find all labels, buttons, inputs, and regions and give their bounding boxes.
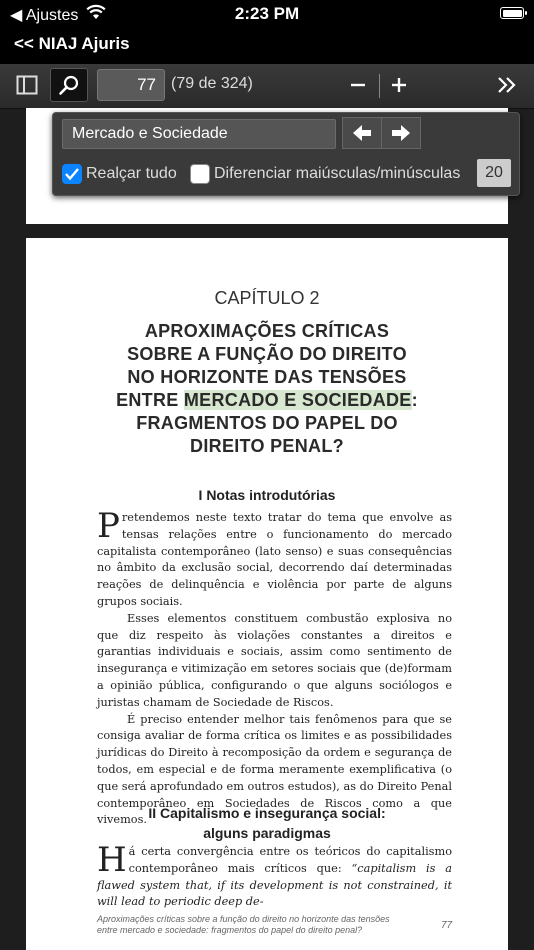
- body-text-1: Pretendemos neste texto tratar do tema que envolve as tensas relações entre o funcionamento do mercado capitalista contemporâneo (lato senso) e suas consequências no âmbito da exclusão social, decorrendo daí determinadas reações de delinquência e violência por parte de alguns grupos sociais. Esses elementos constituem combustão explosiva no que diz respeito às violações constantes a direitos e garantias individuais e sociais, assim como sentimento de insegurança e vitimização em setores sociais que (de)formam a opinião pública, configurando o que alguns sociólogos e juristas chamam de Sociedade de Riscos. É preciso entender melhor tais fenômenos para que se consiga avaliar de forma crítica os limites e as possibilidades jurídicas do Direito à recomposição da ordem e segurança de todos, em especial e de forma meramente exemplificativa (o que será aprofundado em outros estudos), as do Direito Penal contemporâneo em Sociedades de Riscos como a que vivemos.: [97, 506, 452, 827]
- reader-toolbar: [0, 64, 534, 109]
- zoom-in-button[interactable]: [380, 68, 418, 102]
- sidebar-toggle-icon: [16, 75, 38, 95]
- back-button[interactable]: << NIAJ Ajuris: [14, 34, 130, 53]
- document-page[interactable]: [26, 238, 508, 950]
- search-icon: [58, 74, 80, 96]
- checkmark-icon: [62, 164, 82, 184]
- sidebar-toggle-button[interactable]: [8, 68, 46, 102]
- case-sensitive-checkbox[interactable]: [190, 164, 210, 184]
- plus-icon: [391, 77, 407, 93]
- navigation-bar: [0, 28, 534, 64]
- next-match-button[interactable]: [381, 117, 421, 149]
- highlight-all-label: Realçar tudo: [86, 165, 177, 182]
- status-bar: [0, 0, 534, 28]
- chapter-heading: CAPÍTULO 2: [214, 288, 320, 308]
- match-count-badge: 20: [477, 159, 511, 187]
- arrow-left-icon: [352, 124, 372, 142]
- chapter-title: APROXIMAÇÕES CRÍTICAS SOBRE A FUNÇÃO DO DIREITO NO HORIZONTE DAS TENSÕES ENTRE MERCADO E SOCIEDADE: FRAGMENTOS DO PAPEL DO DIREITO PENAL?: [116, 321, 418, 456]
- drop-cap: H: [97, 840, 127, 880]
- minus-icon: [350, 77, 366, 93]
- search-highlight: MERCADO E SOCIEDADE: [183, 390, 412, 410]
- drop-cap: P: [97, 506, 120, 546]
- section-heading-1: I Notas introdutórias: [198, 487, 336, 503]
- more-button[interactable]: [488, 68, 526, 102]
- page-number: 77: [441, 920, 453, 931]
- back-to-app-link[interactable]: ◀ Ajustes: [10, 7, 79, 24]
- arrow-right-icon: [391, 124, 411, 142]
- battery-icon: [500, 7, 524, 19]
- search-input[interactable]: Mercado e Sociedade: [62, 119, 336, 149]
- clock: 2:23 PM: [234, 4, 300, 23]
- previous-match-button[interactable]: [342, 117, 382, 149]
- double-chevron-right-icon: [497, 76, 517, 94]
- search-button[interactable]: [50, 68, 88, 102]
- body-text-2: Há certa convergência entre os teóricos do capitalismo contemporâneo mais críticos que: “capitalism is a flawed system that, if its development is not constrained, it will lead to periodic deep de-: [97, 840, 452, 909]
- highlight-all-checkbox[interactable]: [62, 164, 82, 184]
- page-footer: Aproximações críticas sobre a função do direito no horizonte das tensões entre mercado e sociedade: fragmentos do papel do direito penal?: [97, 914, 390, 935]
- search-panel: [52, 112, 520, 196]
- case-sensitive-label: Diferenciar maiúsculas/minúsculas: [214, 165, 461, 182]
- page-number-input[interactable]: 77: [97, 69, 165, 101]
- page-count: (79 de 324): [171, 75, 253, 92]
- section-heading-2: II Capitalismo e insegurança social: alguns paradigmas: [148, 805, 386, 841]
- zoom-out-button[interactable]: [339, 68, 377, 102]
